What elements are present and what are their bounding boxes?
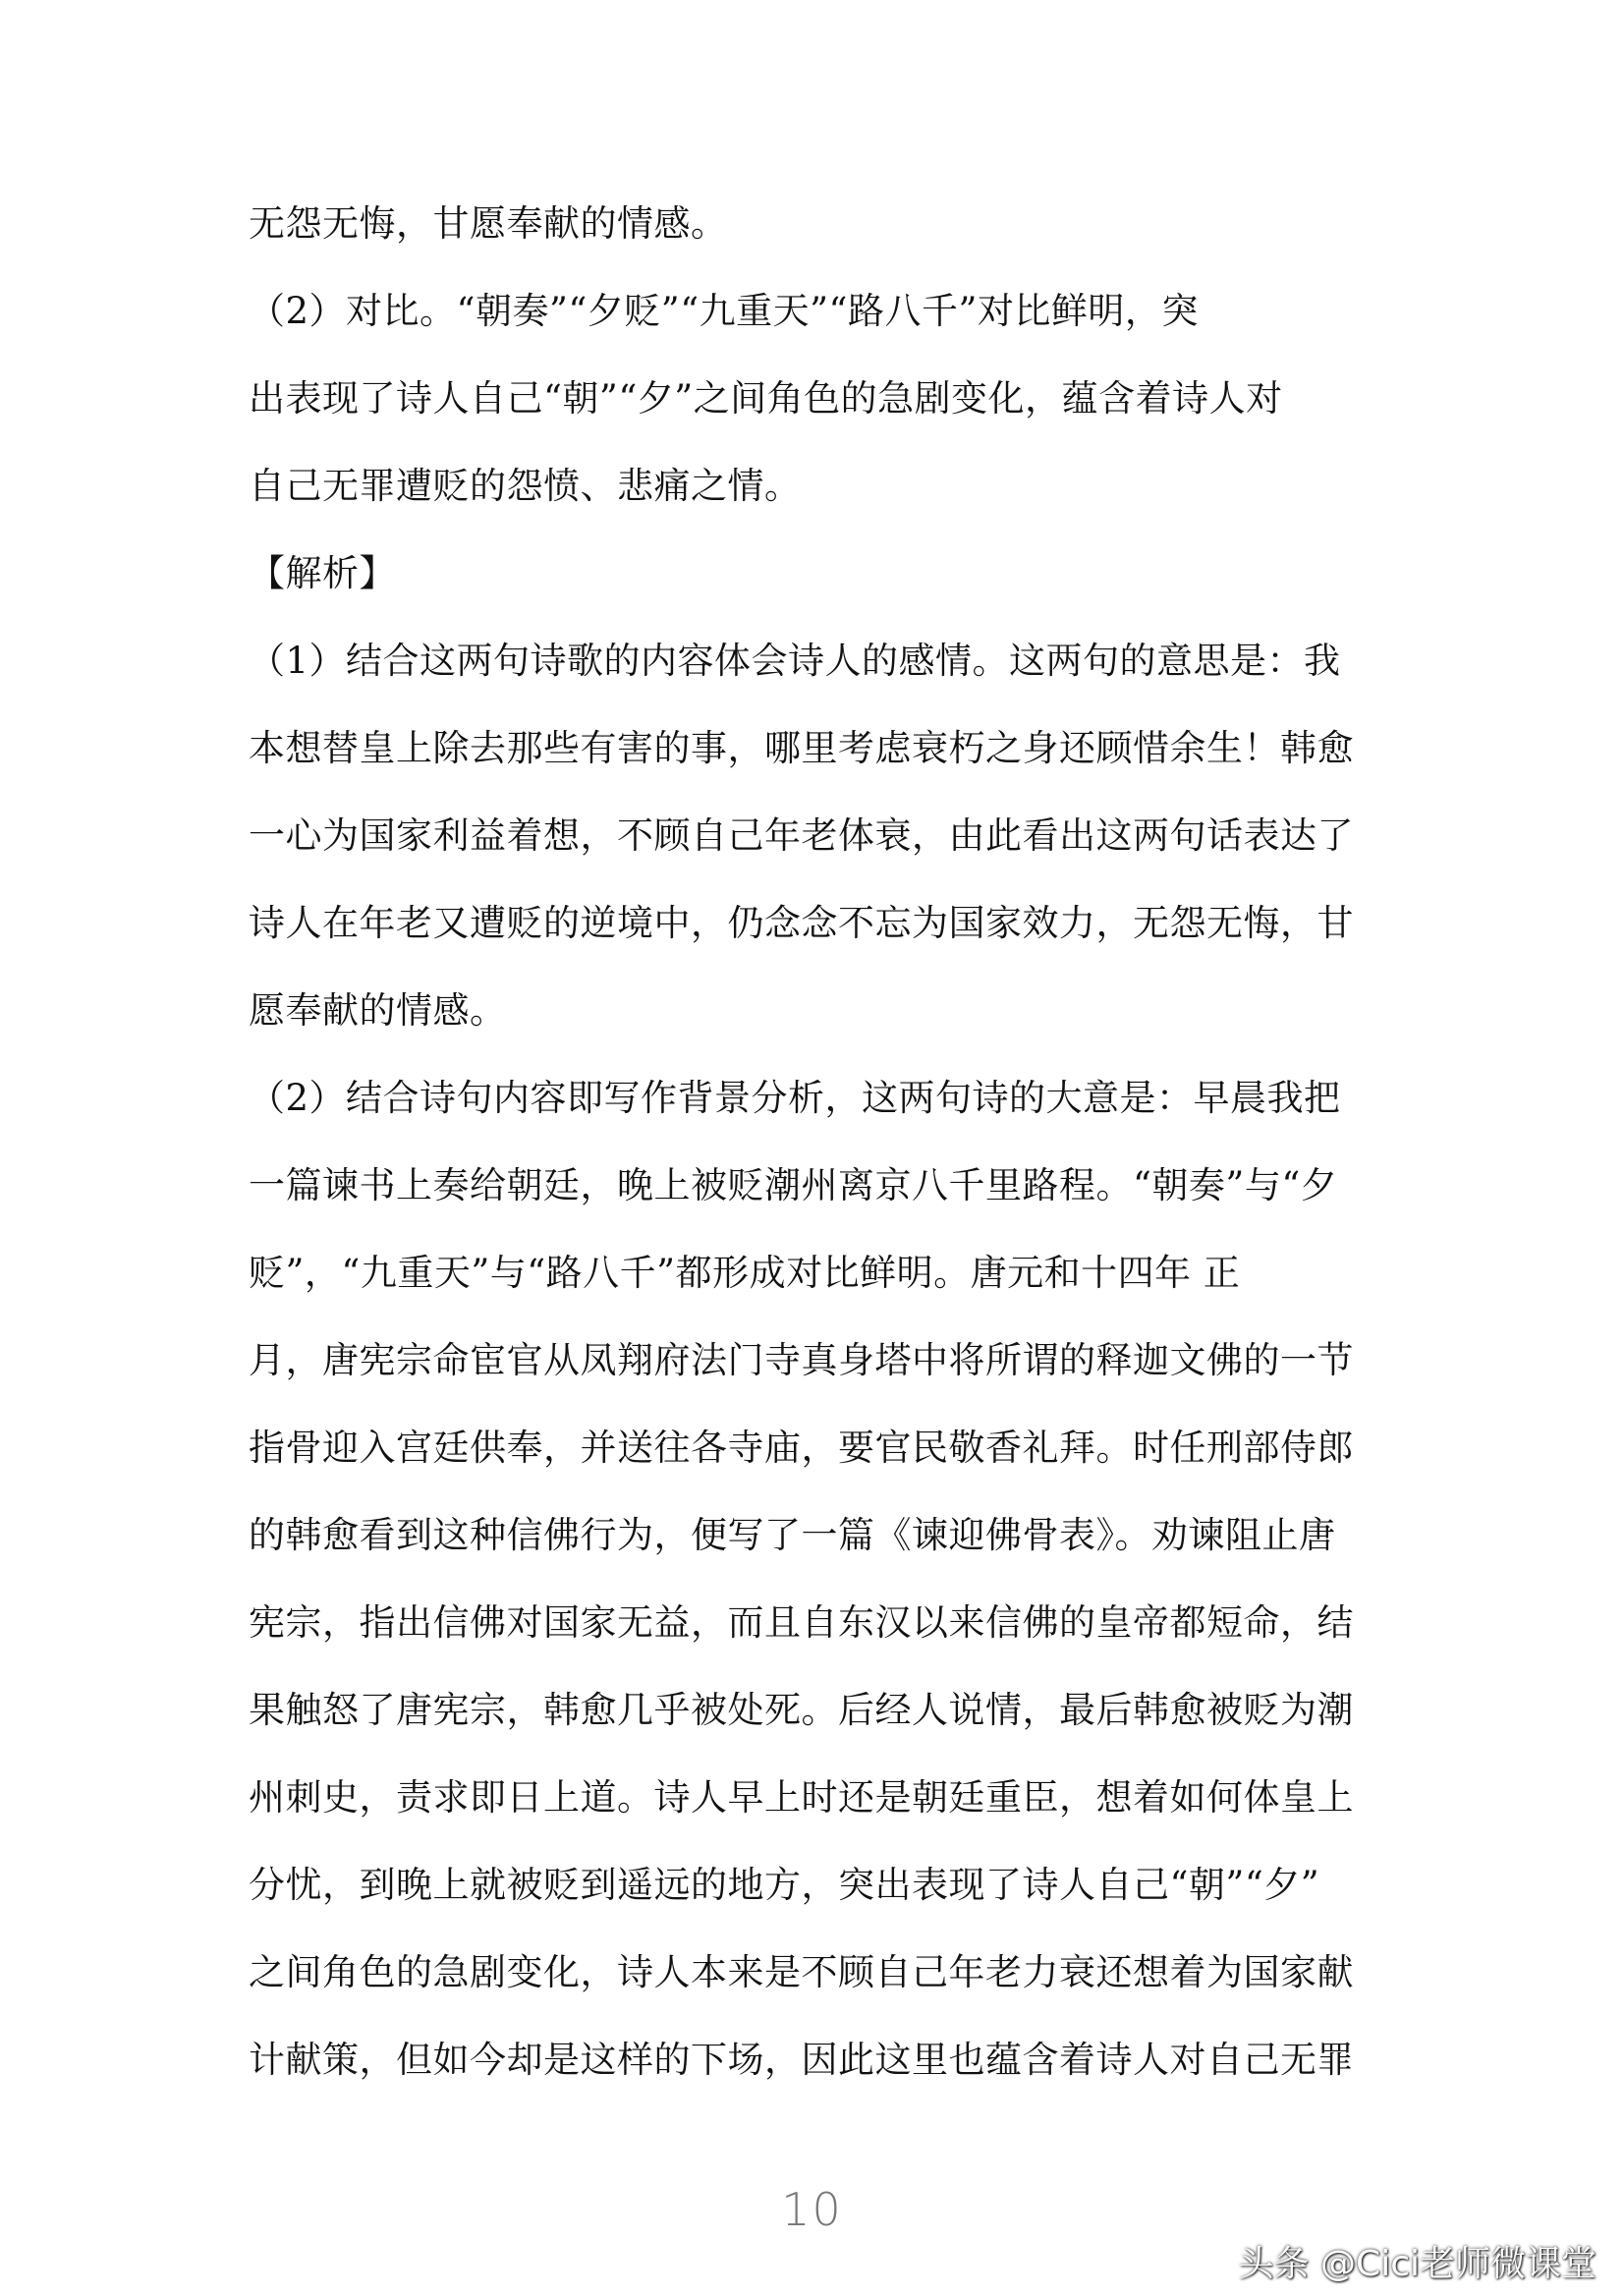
text-line: 诗人在年老又遭贬的逆境中，仍念念不忘为国家效力，无怨无悔，甘 xyxy=(249,902,1354,944)
text-line: 计献策，但如今却是这样的下场，因此这里也蕴含着诗人对自己无罪 xyxy=(249,2039,1354,2081)
text-line: 指骨迎入宫廷供奉，并送往各寺庙，要官民敬香礼拜。时任刑部侍郎 xyxy=(249,1427,1354,1469)
text-line: 分忧，到晚上就被贬到遥远的地方，突出表现了诗人自己“朝”“夕” xyxy=(249,1864,1320,1906)
text-line: 愿奉献的情感。 xyxy=(249,989,507,1032)
text-line: 一心为国家利益着想，不顾自己年老体衰，由此看出这两句话表达了 xyxy=(249,814,1354,857)
text-line: 贬”，“九重天”与“路八千”都形成对比鲜明。唐元和十四年 正 xyxy=(249,1252,1241,1294)
watermark: 头条 @Cici老师微课堂 xyxy=(1238,2244,1596,2284)
text-line: 本想替皇上除去那些有害的事，哪里考虑衰朽之身还顾惜余生！韩愈 xyxy=(249,727,1354,769)
text-line: 月，唐宪宗命宦官从凤翔府法门寺真身塔中将所谓的释迦文佛的一节 xyxy=(249,1339,1354,1381)
text-line: 州刺史，责求即日上道。诗人早上时还是朝廷重臣，想着如何体皇上 xyxy=(249,1776,1354,1819)
text-line: 果触怒了唐宪宗，韩愈几乎被处死。后经人说情，最后韩愈被贬为潮 xyxy=(249,1689,1354,1731)
text-line: 的韩愈看到这种信佛行为，便写了一篇《谏迎佛骨表》。劝谏阻止唐 xyxy=(249,1514,1336,1556)
text-line: （2）结合诗句内容即写作背景分析，这两句诗的大意是：早晨我把 xyxy=(249,1077,1341,1119)
page-number: 10 xyxy=(781,2183,843,2236)
text-line: 一篇谏书上奏给朝廷，晚上被贬潮州离京八千里路程。“朝奏”与“夕 xyxy=(249,1164,1338,1206)
document-body xyxy=(249,195,1388,2118)
text-line: 自己无罪遭贬的怨愤、悲痛之情。 xyxy=(249,465,802,507)
text-line: 无怨无悔，甘愿奉献的情感。 xyxy=(249,202,728,245)
text-line: （1）结合这两句诗歌的内容体会诗人的感情。这两句的意思是：我 xyxy=(249,640,1341,682)
text-line: 之间角色的急剧变化，诗人本来是不顾自己年老力衰还想着为国家献 xyxy=(249,1951,1354,1993)
text-line: 出表现了诗人自己“朝”“夕”之间角色的急剧变化，蕴含着诗人对 xyxy=(249,377,1283,420)
text-line: （2）对比。“朝奏”“夕贬”“九重天”“路八千”对比鲜明，突 xyxy=(249,290,1199,332)
text-line: 宪宗，指出信佛对国家无益，而且自东汉以来信佛的皇帝都短命，结 xyxy=(249,1601,1354,1644)
section-heading: 【解析】 xyxy=(249,552,396,594)
